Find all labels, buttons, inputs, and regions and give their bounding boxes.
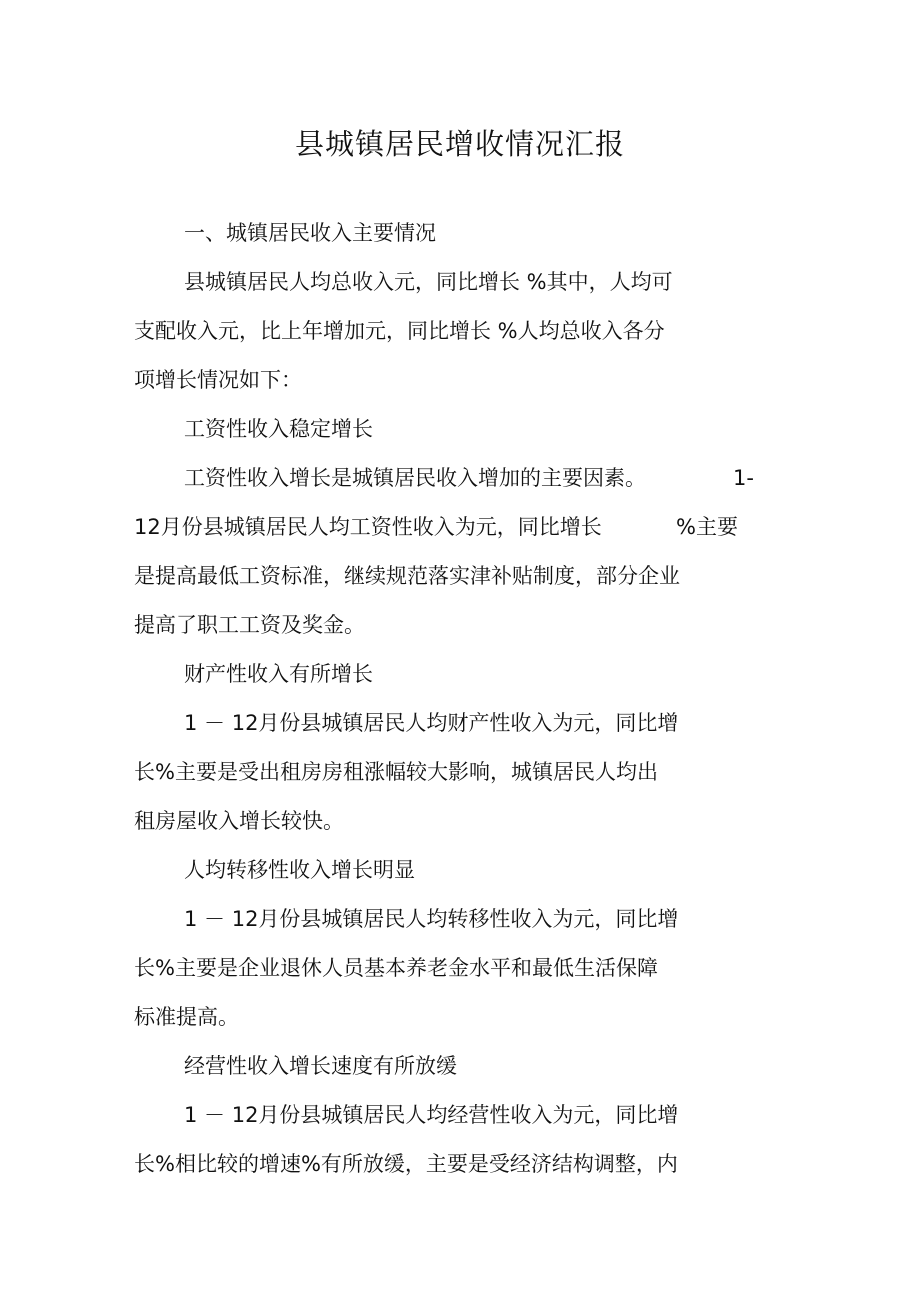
paragraph-line: 12月份县城镇居民人均工资性收入为元，同比增长 [134,515,602,539]
paragraph-line: 是提高最低工资标准，继续规范落实津补贴制度，部分企业 [134,564,680,588]
subsection-heading: 人均转移性收入增长明显 [184,858,415,882]
subsection-heading: 工资性收入稳定增长 [184,417,373,441]
paragraph-line: 1 － 12月份县城镇居民人均经营性收入为元，同比增 [184,1103,679,1127]
paragraph-line: 长%主要是受出租房房租涨幅较大影响，城镇居民人均出 [134,760,658,784]
paragraph-line: 1 － 12月份县城镇居民人均转移性收入为元，同比增 [184,907,679,931]
paragraph-line: 项增长情况如下： [134,368,302,392]
paragraph-line: 租房屋收入增长较快。 [134,809,344,833]
paragraph-line: 县城镇居民人均总收入元，同比增长 %其中，人均可 [184,270,673,294]
paragraph-line-fragment: %主要 [676,515,738,539]
paragraph-line: 1 － 12月份县城镇居民人均财产性收入为元，同比增 [184,711,679,735]
subsection-heading: 经营性收入增长速度有所放缓 [184,1054,457,1078]
paragraph-line: 标准提高。 [134,1005,239,1029]
section-heading: 一、城镇居民收入主要情况 [184,221,436,245]
paragraph-line: 提高了职工工资及奖金。 [134,613,365,637]
subsection-heading: 财产性收入有所增长 [184,662,373,686]
paragraph-line: 长%主要是企业退休人员基本养老金水平和最低生活保障 [134,956,658,980]
paragraph-line: 工资性收入增长是城镇居民收入增加的主要因素。 [184,466,646,490]
paragraph-line-fragment: 1- [733,466,754,490]
paragraph-line: 长%相比较的增速%有所放缓，主要是受经济结构调整，内 [134,1152,678,1176]
document-title: 县城镇居民增收情况汇报 [294,127,625,161]
paragraph-line: 支配收入元，比上年增加元，同比增长 %人均总收入各分 [134,319,665,343]
